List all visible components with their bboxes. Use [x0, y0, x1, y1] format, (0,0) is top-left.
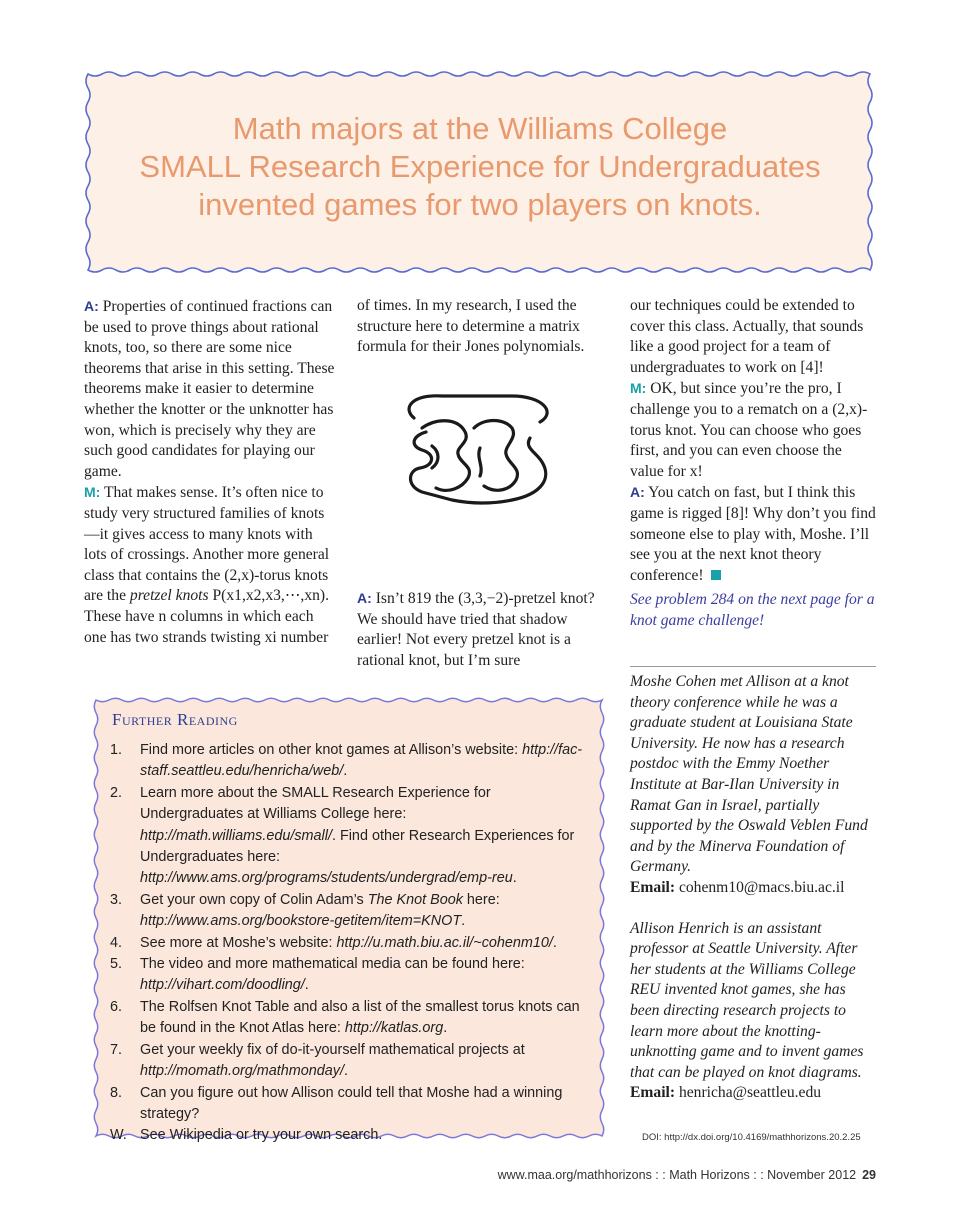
title-line-1: Math majors at the Williams College	[232, 111, 728, 146]
item-text: . Find other Research Experiences for Undergraduates here:	[140, 827, 575, 866]
item-text: Get your own copy of Colin Adam’s	[140, 891, 368, 908]
paragraph	[630, 482, 878, 586]
email-address[interactable]: cohenm10@macs.biu.ac.il	[678, 878, 845, 896]
page-title	[100, 110, 860, 224]
item-text: Get your weekly fix of do-it-yourself mathematical projects at	[140, 1041, 525, 1058]
title-line-3: invented games for two players on knots.	[198, 187, 762, 222]
reading-item	[108, 954, 588, 997]
pretzel-knot-icon	[392, 388, 562, 518]
article-column-2-lower	[357, 588, 607, 671]
article-column-2	[357, 296, 607, 358]
item-text: .	[304, 977, 309, 994]
page-number: 29	[862, 1168, 876, 1182]
speaker-label: A:	[357, 590, 372, 606]
item-text: .	[343, 1063, 348, 1080]
item-text: See more at Moshe’s website:	[140, 934, 337, 951]
item-text: The video and more mathematical media can be found here:	[140, 956, 525, 973]
item-link[interactable]: http://math.williams.edu/small/	[140, 827, 332, 844]
paragraph-text: of times. In my research, I used the structure here to determine a matrix formula for their Jones polynomials.	[357, 297, 585, 356]
speaker-label: M:	[630, 380, 647, 397]
book-title: The Knot Book	[367, 891, 463, 908]
item-text: The Rolfsen Knot Table and also a list of the smallest torus knots can be found in the Knot Atlas here:	[140, 998, 580, 1037]
further-reading-box	[88, 692, 610, 1144]
item-link[interactable]: http://momath.org/mathmonday/	[140, 1063, 344, 1080]
reading-item	[108, 997, 588, 1040]
speaker-label: M:	[84, 484, 101, 501]
end-mark-icon	[711, 570, 721, 580]
item-text: here:	[462, 891, 500, 908]
paragraph	[84, 482, 336, 648]
item-text: .	[343, 763, 348, 780]
reading-item	[108, 1040, 588, 1083]
speaker-label: A:	[84, 298, 99, 314]
item-text: Learn more about the SMALL Research Experience for Undergraduates at Williams College here:	[140, 784, 491, 823]
email-label: Email:	[630, 878, 676, 896]
paragraph-text: P(x1,x2,x3,⋯,xn). These have n columns in which each one has two strands twisting xi number	[84, 587, 330, 646]
item-text: Can you figure out how Allison could tell that Moshe had a winning strategy?	[140, 1084, 563, 1122]
title-line-2: SMALL Research Experience for Undergraduates	[139, 149, 821, 184]
paragraph-text: That makes sense. It’s often nice to study very structured families of knots—it gives access to many knots with lots of crossings. Another more general class that contains the (2,x)-torus knots are the	[84, 484, 330, 605]
item-text: .	[552, 934, 557, 951]
spacer	[630, 899, 878, 919]
paragraph-text: You catch on fast, but I think this game is rigged [8]! Why don’t you find someone else to play with, Moshe. I’ll see you at the next knot theory conference!	[630, 484, 876, 584]
item-text: See Wikipedia or try your own search.	[140, 1127, 383, 1144]
bio-cohen: Moshe Cohen met Allison at a knot theory conference while he was a graduate student at Louisiana State University. He now has a research postdoc with the Emmy Noether Institute at Bar-Ilan University in Ramat Gan in Israel, partially supported by the Oswald Veblen Fund and by the Minerva Foundation of Germany.	[630, 673, 868, 876]
reading-item	[108, 740, 588, 783]
item-text: .	[443, 1020, 448, 1037]
email-label: Email:	[630, 1084, 676, 1102]
item-number: 2.	[110, 784, 123, 801]
reading-item	[108, 1083, 588, 1126]
further-reading-title: Further Reading	[112, 710, 238, 729]
item-number: 7.	[110, 1041, 123, 1058]
item-link[interactable]: http://vihart.com/doodling/	[140, 977, 305, 994]
item-number: 5.	[110, 956, 123, 973]
item-number: 8.	[110, 1084, 123, 1101]
doi-link[interactable]: DOI: http://dx.doi.org/10.4169/mathhorizons.20.2.25	[642, 1132, 861, 1143]
item-text: .	[512, 870, 517, 887]
paragraph	[84, 296, 336, 482]
item-link[interactable]: http://www.ams.org/programs/students/undergrad/emp-reu	[140, 870, 513, 887]
problem-note: See problem 284 on the next page for a knot game challenge!	[630, 591, 875, 629]
item-link[interactable]: http://katlas.org	[344, 1020, 444, 1037]
reading-list	[108, 740, 588, 1147]
paragraph	[630, 378, 878, 482]
reading-item	[108, 933, 588, 954]
reading-item	[108, 890, 588, 933]
paragraph-text: Isn’t 819 the (3,3,−2)-pretzel knot? We should have tried that shadow earlier! Not every pretzel knot is a rational knot, but I’m sure	[357, 590, 595, 669]
email-address[interactable]: henricha@seattleu.edu	[678, 1084, 822, 1102]
paragraph-text: Properties of continued fractions can be used to prove things about rational knots, too, so there are some nice theorems that arise in this setting. These theorems make it easier to determine whether the knotter or the unknotter has won, which is precisely why they are such good candidates for playing our game.	[84, 298, 335, 480]
bio-henrich: Allison Henrich is an assistant professor at Seattle University. After her students at the Williams College REU invented knot games, she has been directing research projects to learn more about the knotting-unknotting game and to invent games that can be played on knot diagrams.	[630, 919, 864, 1081]
item-number: 1.	[110, 742, 123, 758]
page-footer	[498, 1168, 876, 1182]
reading-item	[108, 1125, 588, 1146]
divider	[630, 666, 876, 667]
email-line	[630, 1083, 878, 1104]
item-number: 4.	[110, 934, 123, 951]
author-bios	[630, 672, 878, 1104]
email-line	[630, 878, 878, 899]
paragraph-text: OK, but since you’re the pro, I challenge you to a rematch on a (2,x)-torus knot. You can choose who goes first, and you can even choose the value for x!	[630, 380, 868, 480]
item-text: Find more articles on other knot games at Allison’s website:	[140, 742, 523, 758]
footer-text: www.maa.org/mathhorizons : : Math Horizons : : November 2012	[497, 1168, 857, 1182]
reading-item	[108, 783, 588, 890]
item-text: .	[461, 913, 466, 930]
item-number: 6.	[110, 998, 123, 1015]
paragraph-text: our techniques could be extended to cover this class. Actually, that sounds like a good project for a team of undergraduates to work on [4]!	[630, 297, 864, 376]
italic-term: pretzel knots	[129, 587, 209, 605]
article-column-3	[630, 296, 878, 632]
item-number: W.	[110, 1127, 127, 1144]
article-column-1	[84, 296, 336, 648]
item-link[interactable]: http://u.math.biu.ac.il/~cohenm10/	[336, 934, 553, 951]
speaker-label: A:	[630, 484, 645, 501]
item-link[interactable]: http://fac-staff.seattleu.edu/henricha/web/	[140, 742, 583, 780]
item-link[interactable]: http://www.ams.org/bookstore-getitem/item=KNOT	[140, 913, 462, 930]
item-number: 3.	[110, 891, 123, 908]
